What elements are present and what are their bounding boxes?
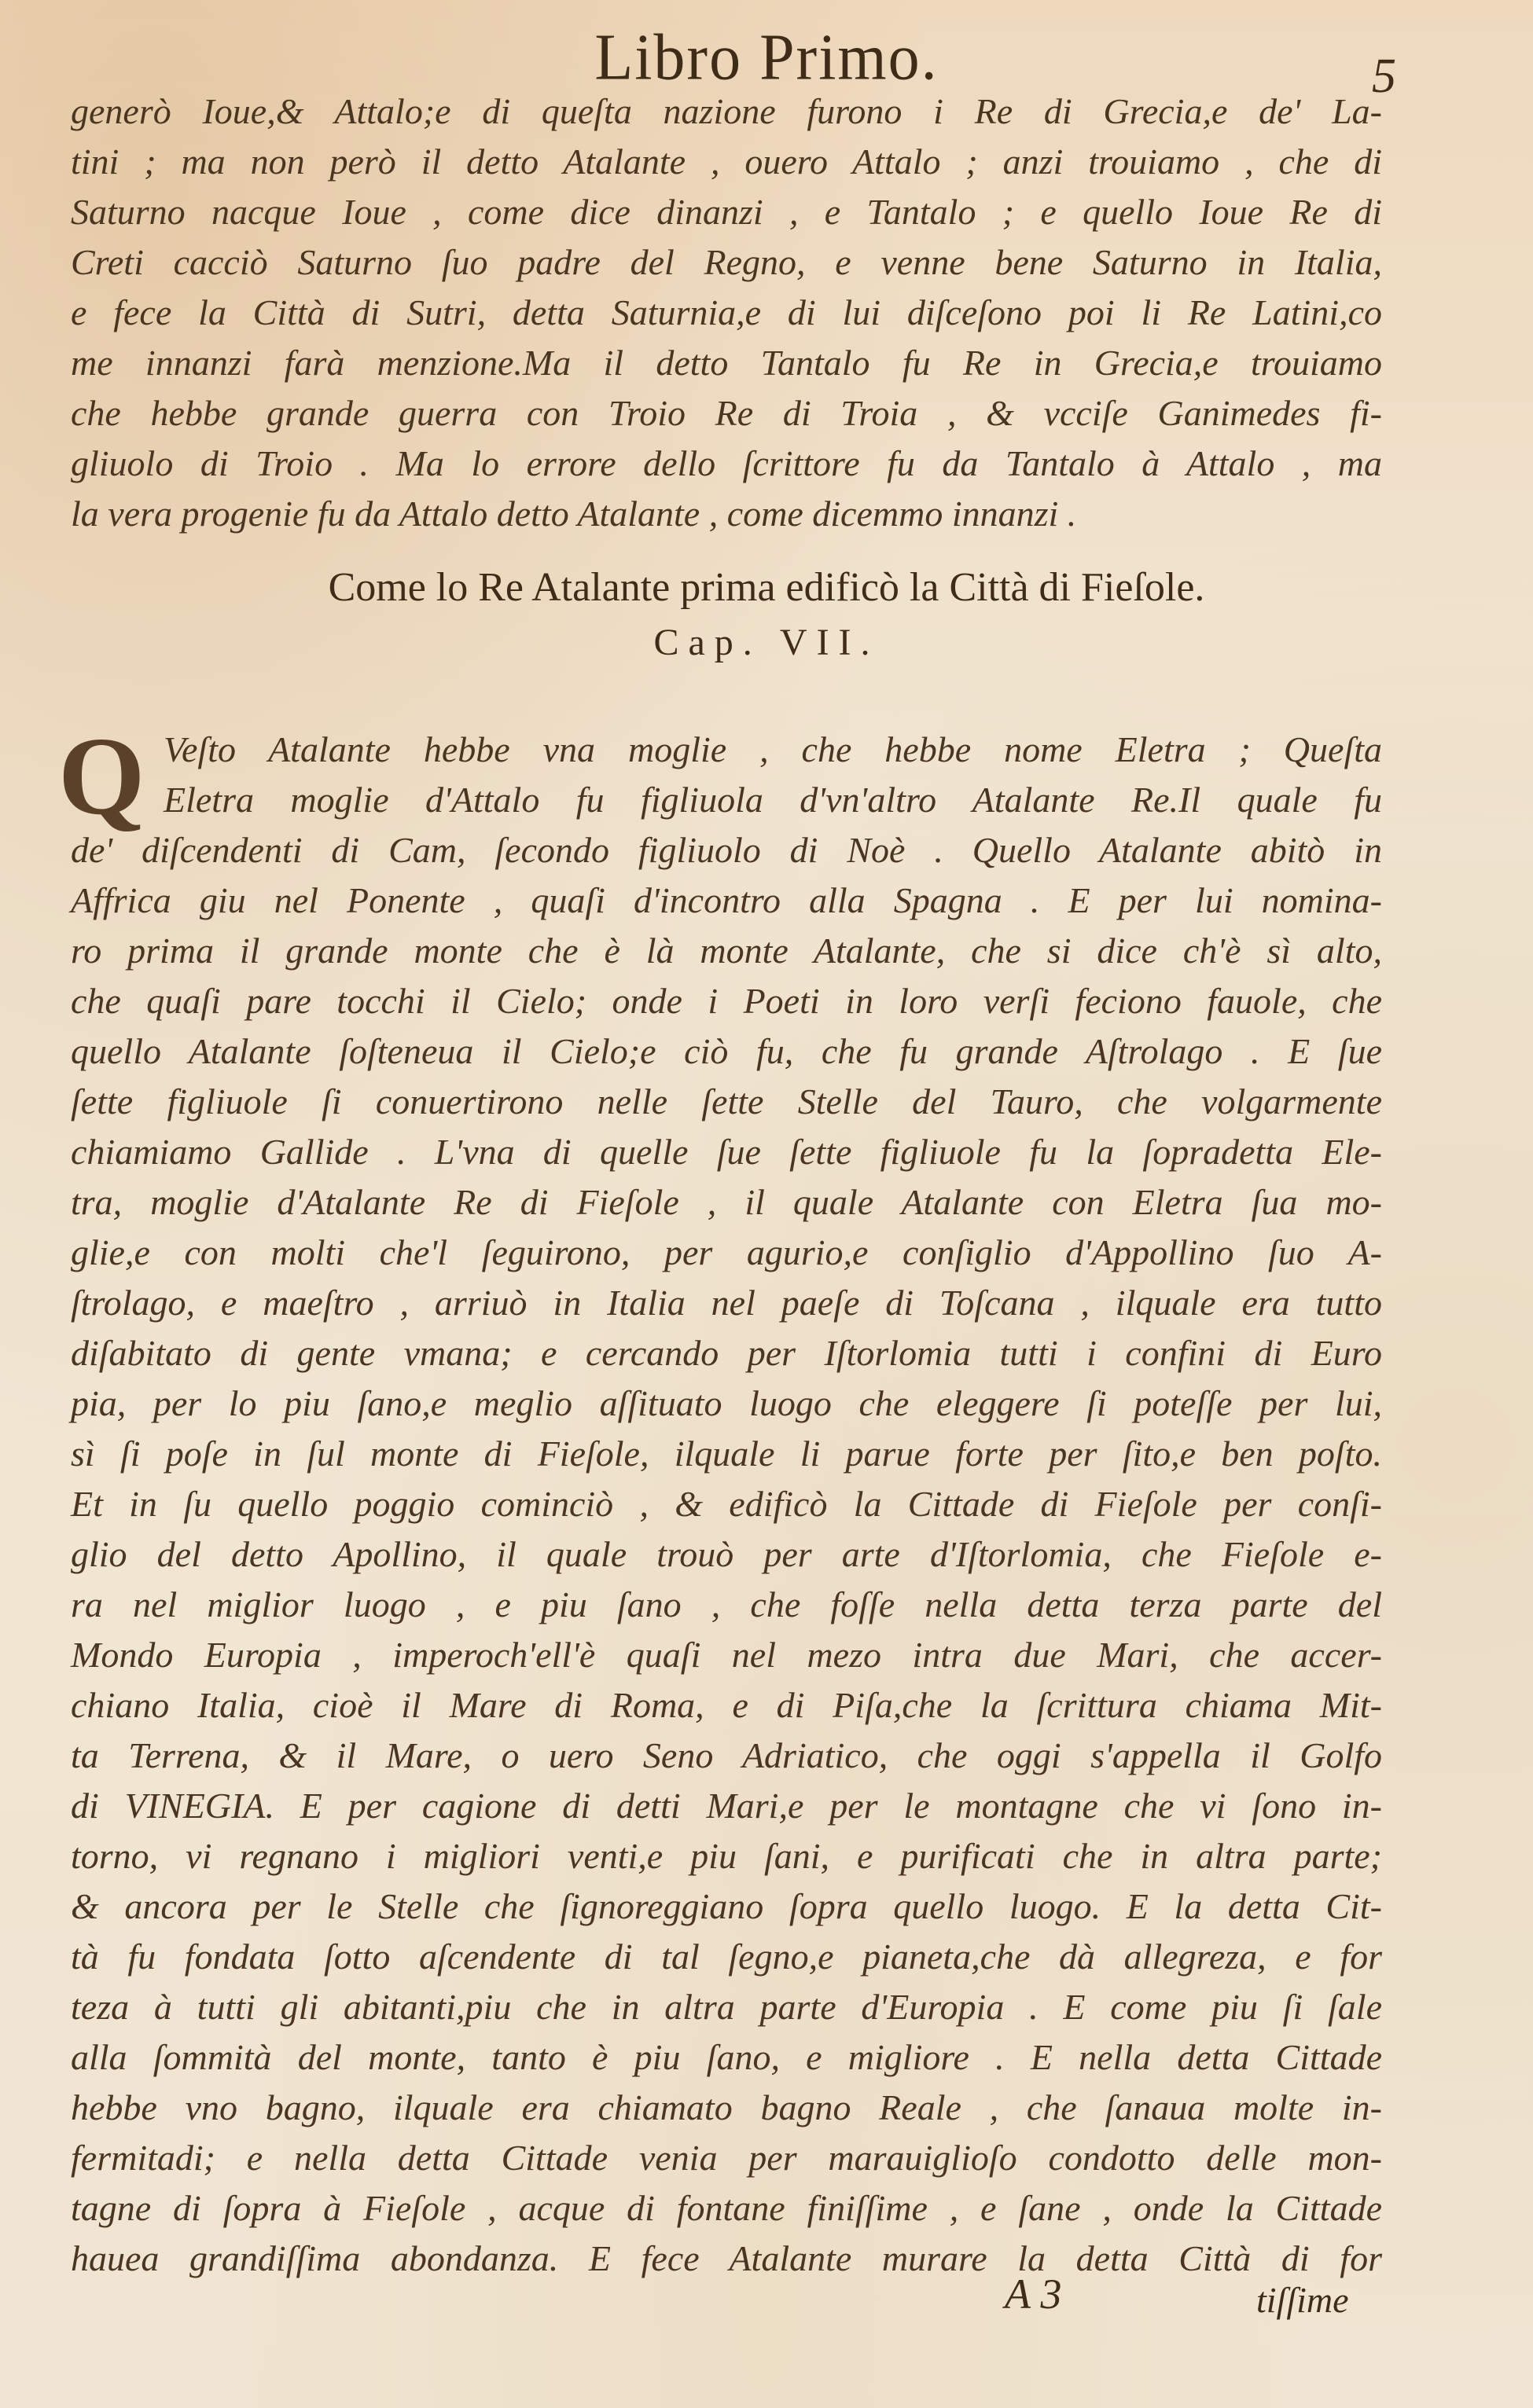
text-line: Saturno nacque Ioue , come dice dinanzi , e Tantalo ; e quello Ioue Re di <box>71 192 1382 232</box>
text-line: fermitadi; e nella detta Cittade venia per marauiglioſo condotto delle mon- <box>71 2138 1382 2178</box>
text-line: Mondo Europia , imperoch'ell'è quaſi nel mezo intra due Mari, che accer- <box>71 1635 1382 1675</box>
text-line: la vera progenie fu da Attalo detto Atalante , come dicemmo innanzi . <box>71 494 1077 534</box>
text-line: torno, vi regnano i migliori venti,e piu ſani, e purificati che in altra parte; <box>71 1836 1382 1876</box>
text-line: teza à tutti gli abitanti,piu che in altra parte d'Europia . E come piu ſi ſale <box>71 1987 1382 2027</box>
text-line: e fece la Città di Sutri, detta Saturnia,e di lui diſceſono poi li Re Latini,co <box>71 292 1382 332</box>
text-line: generò Ioue,& Attalo;e di queſta nazione furono i Re di Grecia,e de' La- <box>71 91 1382 131</box>
text-line: glio del detto Apollino, il quale trouò per arte d'Iſtorlomia, che Fieſole e- <box>71 1534 1382 1574</box>
text-line: sì ſi poſe in ſul monte di Fieſole, ilquale li parue forte per ſito,e ben poſto. <box>71 1433 1382 1474</box>
text-line: di VINEGIA. E per cagione di detti Mari,e per le montagne che vi ſono in- <box>71 1786 1382 1826</box>
text-line: de' diſcendenti di Cam, ſecondo figliuolo di Noè . Quello Atalante abitò in <box>71 830 1382 870</box>
text-line: & ancora per le Stelle che ſignoreggiano ſopra quello luogo. E la detta Cit- <box>71 1886 1382 1926</box>
text-line: tà fu fondata ſotto aſcendente di tal ſegno,e pianeta,che dà allegreza, e for <box>71 1936 1382 1977</box>
text-line: chiamiamo Gallide . L'vna di quelle ſue ſette figliuole fu la ſopradetta Ele- <box>71 1132 1382 1172</box>
text-line: ra nel miglior luogo , e piu ſano , che foſſe nella detta terza parte del <box>71 1584 1382 1624</box>
text-line: pia, per lo piu ſano,e meglio aſſituato luogo che eleggere ſi poteſſe per lui, <box>71 1383 1382 1423</box>
chapter-body <box>71 725 1382 2284</box>
text-line: Affrica giu nel Ponente , quaſi d'incontro alla Spagna . E per lui nomina- <box>71 880 1382 920</box>
text-line: Eletra moglie d'Attalo fu figliuola d'vn'altro Atalante Re.Il quale fu <box>164 780 1382 820</box>
text-line: tra, moglie d'Atalante Re di Fieſole , il quale Atalante con Eletra ſua mo- <box>71 1182 1382 1222</box>
text-line: tagne di ſopra à Fieſole , acque di fontane finiſſime , e ſane , onde la Cittade <box>71 2188 1382 2228</box>
text-line: che hebbe grande guerra con Troio Re di Troia , & vcciſe Ganimedes fi- <box>71 393 1382 433</box>
text-line: gliuolo di Troio . Ma lo errore dello ſcrittore fu da Tantalo à Attalo , ma <box>71 443 1382 483</box>
text-line: quello Atalante ſoſteneua il Cielo;e ciò fu, che fu grande Aſtrolago . E ſue <box>71 1031 1382 1071</box>
drop-cap: Q <box>58 714 145 838</box>
text-line: glie,e con molti che'l ſeguirono, per agurio,e conſiglio d'Appollino ſuo A- <box>71 1232 1382 1272</box>
text-line: diſabitato di gente vmana; e cercando per Iſtorlomia tutti i confini di Euro <box>71 1333 1382 1373</box>
text-line: ſette figliuole ſi conuertirono nelle ſette Stelle del Tauro, che volgarmente <box>71 1081 1382 1121</box>
text-line: ſtrolago, e maeſtro , arriuò in Italia nel paeſe di Toſcana , ilquale era tutto <box>71 1283 1382 1323</box>
signature-mark: A 3 <box>1005 2270 1062 2318</box>
text-line: me innanzi farà menzione.Ma il detto Tantalo fu Re in Grecia,e trouiamo <box>71 343 1382 383</box>
chapter-number: Cap. VII. <box>653 622 880 663</box>
page-number: 5 <box>1372 50 1396 103</box>
text-line: ro prima il grande monte che è là monte Atalante, che si dice ch'è sì alto, <box>71 931 1382 971</box>
continued-text <box>71 86 1382 539</box>
catchword: tiſſime <box>1256 2280 1349 2320</box>
text-line: che quaſi pare tocchi il Cielo; onde i Poeti in loro verſi fecionо fauole, che <box>71 981 1382 1021</box>
text-line: Veſto Atalante hebbe vna moglie , che hebbe nome Eletra ; Queſta <box>164 729 1382 769</box>
text-line: chiano Italia, cioè il Mare di Roma, e di Piſa,che la ſcrittura chiama Mit- <box>71 1685 1382 1725</box>
text-line: Et in ſu quello poggio cominciò , & edificò la Cittade di Fieſole per conſi- <box>71 1484 1382 1524</box>
text-line: hebbe vno bagno, ilquale era chiamato bagno Reale , che ſanaua molte in- <box>71 2087 1382 2127</box>
running-head: Libro Primo. <box>594 20 939 94</box>
text-line: ta Terrena, & il Mare, o uero Seno Adriatico, che oggi s'appella il Golfo <box>71 1735 1382 1775</box>
text-line: tini ; ma non però il detto Atalante , ouero Attalo ; anzi trouiamo , che di <box>71 141 1382 182</box>
text-line: hauea grandiſſima abondanza. E fece Atalante murare la detta Città di for <box>71 2238 1382 2278</box>
text-line: Creti cacciò Saturno ſuo padre del Regno, e venne bene Saturno in Italia, <box>71 242 1382 282</box>
chapter-title: Come lo Re Atalante prima edificò la Città di Fieſole. <box>328 565 1205 610</box>
text-line: alla ſommità del monte, tanto è piu ſano, e migliore . E nella detta Cittade <box>71 2037 1382 2077</box>
